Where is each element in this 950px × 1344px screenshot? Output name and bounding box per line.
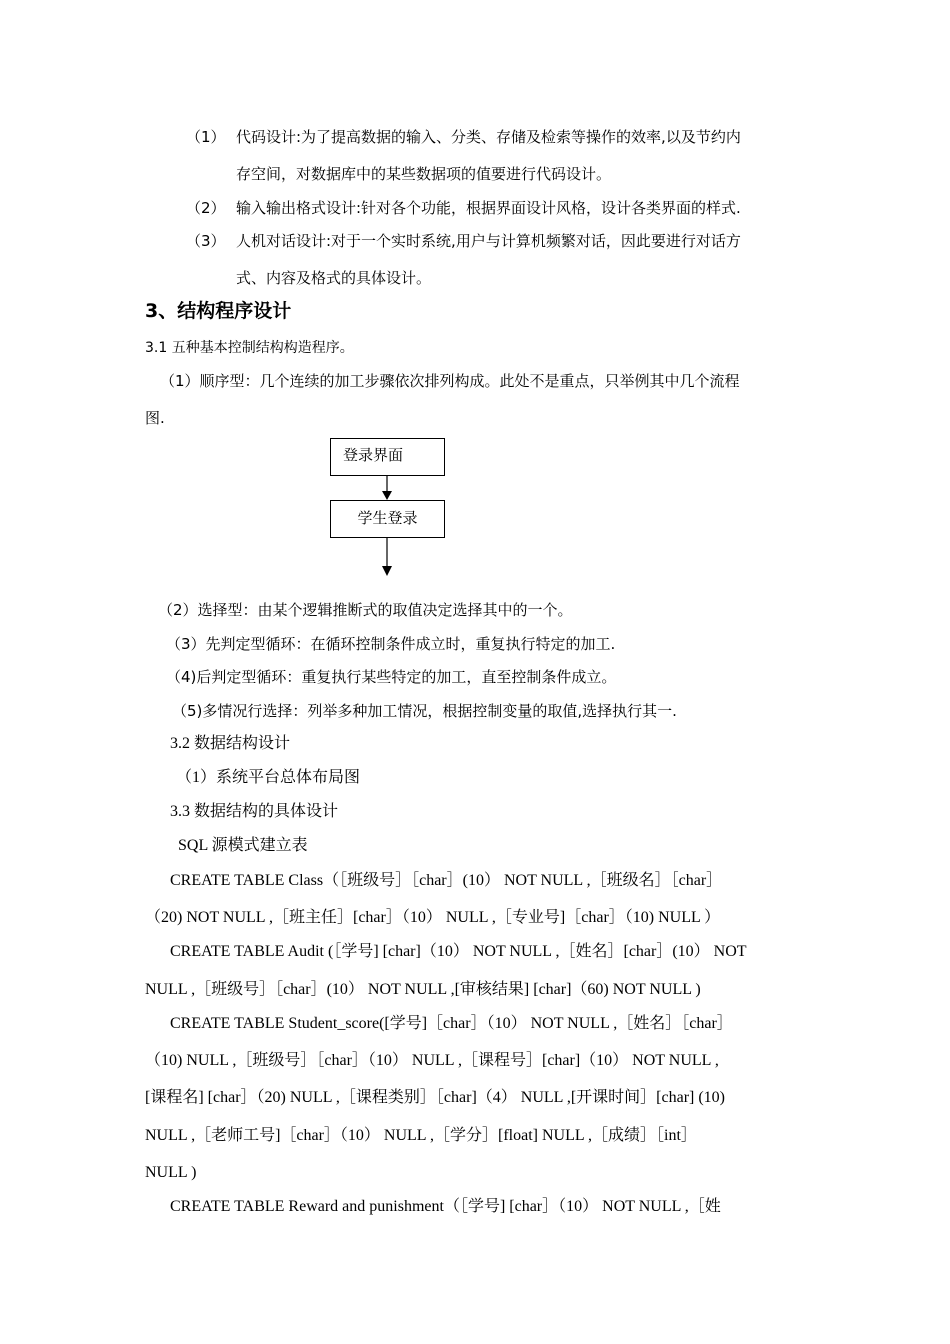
intro-item-3-num: （3）	[186, 232, 226, 250]
control-item-2: （2）选择型：由某个逻辑推断式的取值决定选择其中的一个。	[158, 601, 573, 619]
sql-line-4: NULL ,［班级号］［char］(10） NOT NULL ,[审核结果] [char]（60) NOT NULL )	[145, 981, 701, 998]
flowchart-arrow-1-head	[382, 491, 392, 500]
subsection-3-2: 3.2 数据结构设计	[170, 735, 291, 752]
control-item-4: （4)后判定型循环：重复执行某些特定的加工，直至控制条件成立。	[166, 668, 617, 686]
control-item-3: （3）先判定型循环：在循环控制条件成立时，重复执行特定的加工.	[166, 635, 616, 653]
intro-item-2-num: （2）	[186, 199, 226, 217]
sql-line-9: NULL )	[145, 1164, 197, 1181]
control-item-5: （5)多情况行选择：列举多种加工情况，根据控制变量的取值,选择执行其一.	[172, 702, 677, 720]
sql-line-5: CREATE TABLE Student_score([学号]［char］（10） NOT NULL ,［姓名］［char］	[170, 1015, 733, 1032]
section-heading: 3、结构程序设计	[145, 300, 292, 322]
subsection-3-1: 3.1 五种基本控制结构构造程序。	[145, 340, 354, 356]
sql-line-3: CREATE TABLE Audit (［学号] [char]（10） NOT NULL ,［姓名］[char］(10） NOT	[170, 943, 747, 960]
sequence-line-2: 图.	[145, 409, 165, 427]
intro-item-2-text: 输入输出格式设计:针对各个功能，根据界面设计风格，设计各类界面的样式.	[236, 199, 741, 217]
subsection-3-3: 3.3 数据结构的具体设计	[170, 803, 339, 820]
sql-line-8: NULL ,［老师工号]［char］（10） NULL ,［学分］[float] NULL ,［成绩］［int］	[145, 1127, 697, 1144]
flowchart-arrow-2-head	[382, 566, 392, 576]
flowchart-box-student-login-label: 学生登录	[357, 509, 418, 527]
sql-intro: SQL 源模式建立表	[178, 837, 308, 854]
intro-item-1-text: 代码设计:为了提高数据的输入、分类、存储及检索等操作的效率,以及节约内	[236, 128, 741, 146]
layout-item: （1）系统平台总体布局图	[176, 769, 361, 786]
flowchart-box-login-page-label: 登录界面	[343, 446, 404, 464]
sql-line-6: （10) NULL ,［班级号］［char］（10） NULL ,［课程号］[char]（10） NOT NULL ,	[145, 1052, 719, 1069]
sequence-line-1: （1）顺序型：几个连续的加工步骤依次排列构成。此处不是重点，只举例其中几个流程	[160, 372, 740, 390]
intro-item-1-line-2: 存空间，对数据库中的某些数据项的值要进行代码设计。	[236, 165, 612, 183]
intro-item-3-line-2: 式、内容及格式的具体设计。	[236, 269, 432, 287]
intro-item-3-text: 人机对话设计:对于一个实时系统,用户与计算机频繁对话，因此要进行对话方	[236, 232, 741, 250]
sql-line-2: （20) NOT NULL ,［班主任］[char］（10） NULL ,［专业号]［char］（10) NULL ）	[145, 909, 721, 926]
intro-item-1-num: （1）	[186, 128, 226, 146]
sql-line-7: [课程名] [char］（20) NULL ,［课程类别］［char]（4） NULL ,[开课时间］[char] (10)	[145, 1089, 726, 1106]
sql-line-10: CREATE TABLE Reward and punishment（［学号] [char］（10） NOT NULL ,［姓	[170, 1198, 721, 1215]
sql-line-1: CREATE TABLE Class（［班级号］［char］(10） NOT NULL ,［班级名］［char］	[170, 872, 723, 889]
